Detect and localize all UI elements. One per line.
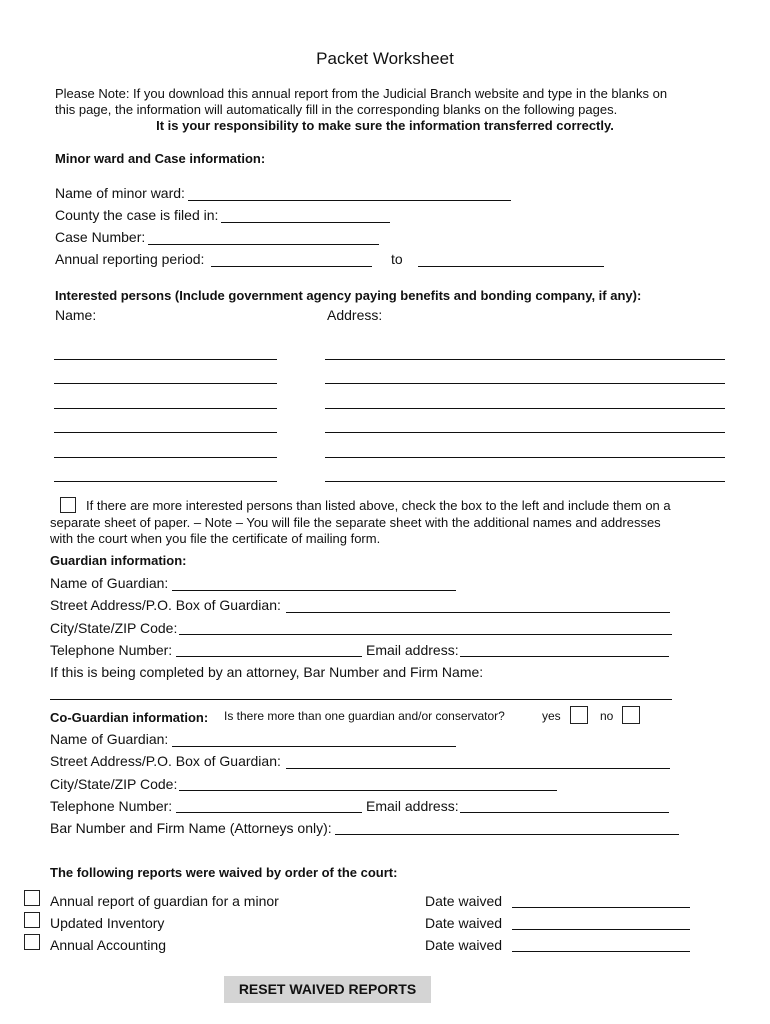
coguardian-name-field[interactable] (172, 746, 456, 747)
coguardian-name-label: Name of Guardian: (50, 731, 169, 747)
guardian-city-label: City/State/ZIP Code: (50, 620, 178, 636)
more-persons-checkbox[interactable] (60, 497, 76, 513)
guardian-email-label: Email address: (366, 642, 459, 658)
period-label: Annual reporting period: (55, 251, 205, 267)
interested-address-field[interactable] (325, 432, 725, 433)
date-waived-field[interactable] (512, 951, 690, 952)
guardian-street-label: Street Address/P.O. Box of Guardian: (50, 597, 281, 613)
coguardian-phone-label: Telephone Number: (50, 798, 173, 814)
guardian-name-label: Name of Guardian: (50, 575, 169, 591)
coguardian-city-label: City/State/ZIP Code: (50, 776, 178, 792)
coguardian-phone-field[interactable] (176, 812, 362, 813)
coguardian-street-label: Street Address/P.O. Box of Guardian: (50, 753, 281, 769)
period-end-field[interactable] (418, 266, 604, 267)
more-persons-text-2: separate sheet of paper. – Note – You will file the separate sheet with the additional names and addresses (50, 515, 661, 530)
coguardian-yes-label: yes (542, 709, 561, 723)
interested-address-field[interactable] (325, 359, 725, 360)
interested-address-field[interactable] (325, 481, 725, 482)
coguardian-bar-label: Bar Number and Firm Name (Attorneys only): (50, 820, 332, 836)
interested-name-col: Name: (55, 307, 97, 323)
note-line-1: Please Note: If you download this annual report from the Judicial Branch website and type in the blanks on (55, 86, 668, 101)
minor-name-field[interactable] (188, 200, 511, 201)
interested-name-field[interactable] (54, 432, 277, 433)
guardian-phone-field[interactable] (176, 656, 362, 657)
waived-heading: The following reports were waived by order of the court: (50, 865, 398, 880)
guardian-city-field[interactable] (179, 634, 672, 635)
interested-address-field[interactable] (325, 383, 725, 384)
waived-checkbox[interactable] (24, 912, 40, 928)
interested-name-field[interactable] (54, 408, 277, 409)
interested-name-field[interactable] (54, 457, 277, 458)
interested-address-col: Address: (327, 307, 383, 323)
guardian-email-field[interactable] (460, 656, 669, 657)
minor-section-heading: Minor ward and Case information: (55, 151, 266, 166)
guardian-phone-label: Telephone Number: (50, 642, 173, 658)
guardian-heading: Guardian information: (50, 553, 187, 568)
coguardian-heading: Co-Guardian information: (50, 710, 209, 725)
coguardian-bar-field[interactable] (335, 834, 679, 835)
more-persons-text-1: If there are more interested persons than listed above, check the box to the left and include them on a (86, 498, 671, 513)
note-line-2: this page, the information will automatically fill in the corresponding blanks on the following pages. (55, 102, 618, 117)
interested-name-field[interactable] (54, 481, 277, 482)
coguardian-no-label: no (600, 709, 614, 723)
interested-address-field[interactable] (325, 457, 725, 458)
coguardian-street-field[interactable] (286, 768, 670, 769)
interested-heading: Interested persons (Include government agency paying benefits and bonding company, if any): (55, 288, 642, 303)
county-field[interactable] (221, 222, 390, 223)
page-title: Packet Worksheet (316, 49, 454, 68)
more-persons-text-3: with the court when you file the certificate of mailing form. (50, 531, 381, 546)
date-waived-label: Date waived (425, 937, 503, 953)
date-waived-field[interactable] (512, 907, 690, 908)
waived-item-label: Annual report of guardian for a minor (50, 893, 279, 909)
period-start-field[interactable] (211, 266, 372, 267)
coguardian-city-field[interactable] (179, 790, 557, 791)
coguardian-no-checkbox[interactable] (622, 706, 640, 724)
reset-waived-reports-button[interactable]: RESET WAIVED REPORTS (224, 976, 431, 1003)
minor-name-label: Name of minor ward: (55, 185, 185, 201)
coguardian-email-label: Email address: (366, 798, 459, 814)
interested-name-field[interactable] (54, 359, 277, 360)
waived-checkbox[interactable] (24, 934, 40, 950)
waived-checkbox[interactable] (24, 890, 40, 906)
coguardian-question: Is there more than one guardian and/or conservator? (224, 709, 505, 723)
date-waived-label: Date waived (425, 915, 503, 931)
coguardian-yes-checkbox[interactable] (570, 706, 588, 724)
interested-address-field[interactable] (325, 408, 725, 409)
waived-item-label: Updated Inventory (50, 915, 165, 931)
county-label: County the case is filed in: (55, 207, 219, 223)
period-to-label: to (391, 251, 403, 267)
date-waived-field[interactable] (512, 929, 690, 930)
guardian-name-field[interactable] (172, 590, 456, 591)
coguardian-email-field[interactable] (460, 812, 669, 813)
date-waived-label: Date waived (425, 893, 503, 909)
case-number-label: Case Number: (55, 229, 146, 245)
interested-name-field[interactable] (54, 383, 277, 384)
case-number-field[interactable] (148, 244, 379, 245)
guardian-street-field[interactable] (286, 612, 670, 613)
attorney-label: If this is being completed by an attorney, Bar Number and Firm Name: (50, 664, 484, 680)
note-emphasis: It is your responsibility to make sure the information transferred correctly. (156, 118, 614, 133)
attorney-field[interactable] (50, 699, 672, 700)
waived-item-label: Annual Accounting (50, 937, 166, 953)
